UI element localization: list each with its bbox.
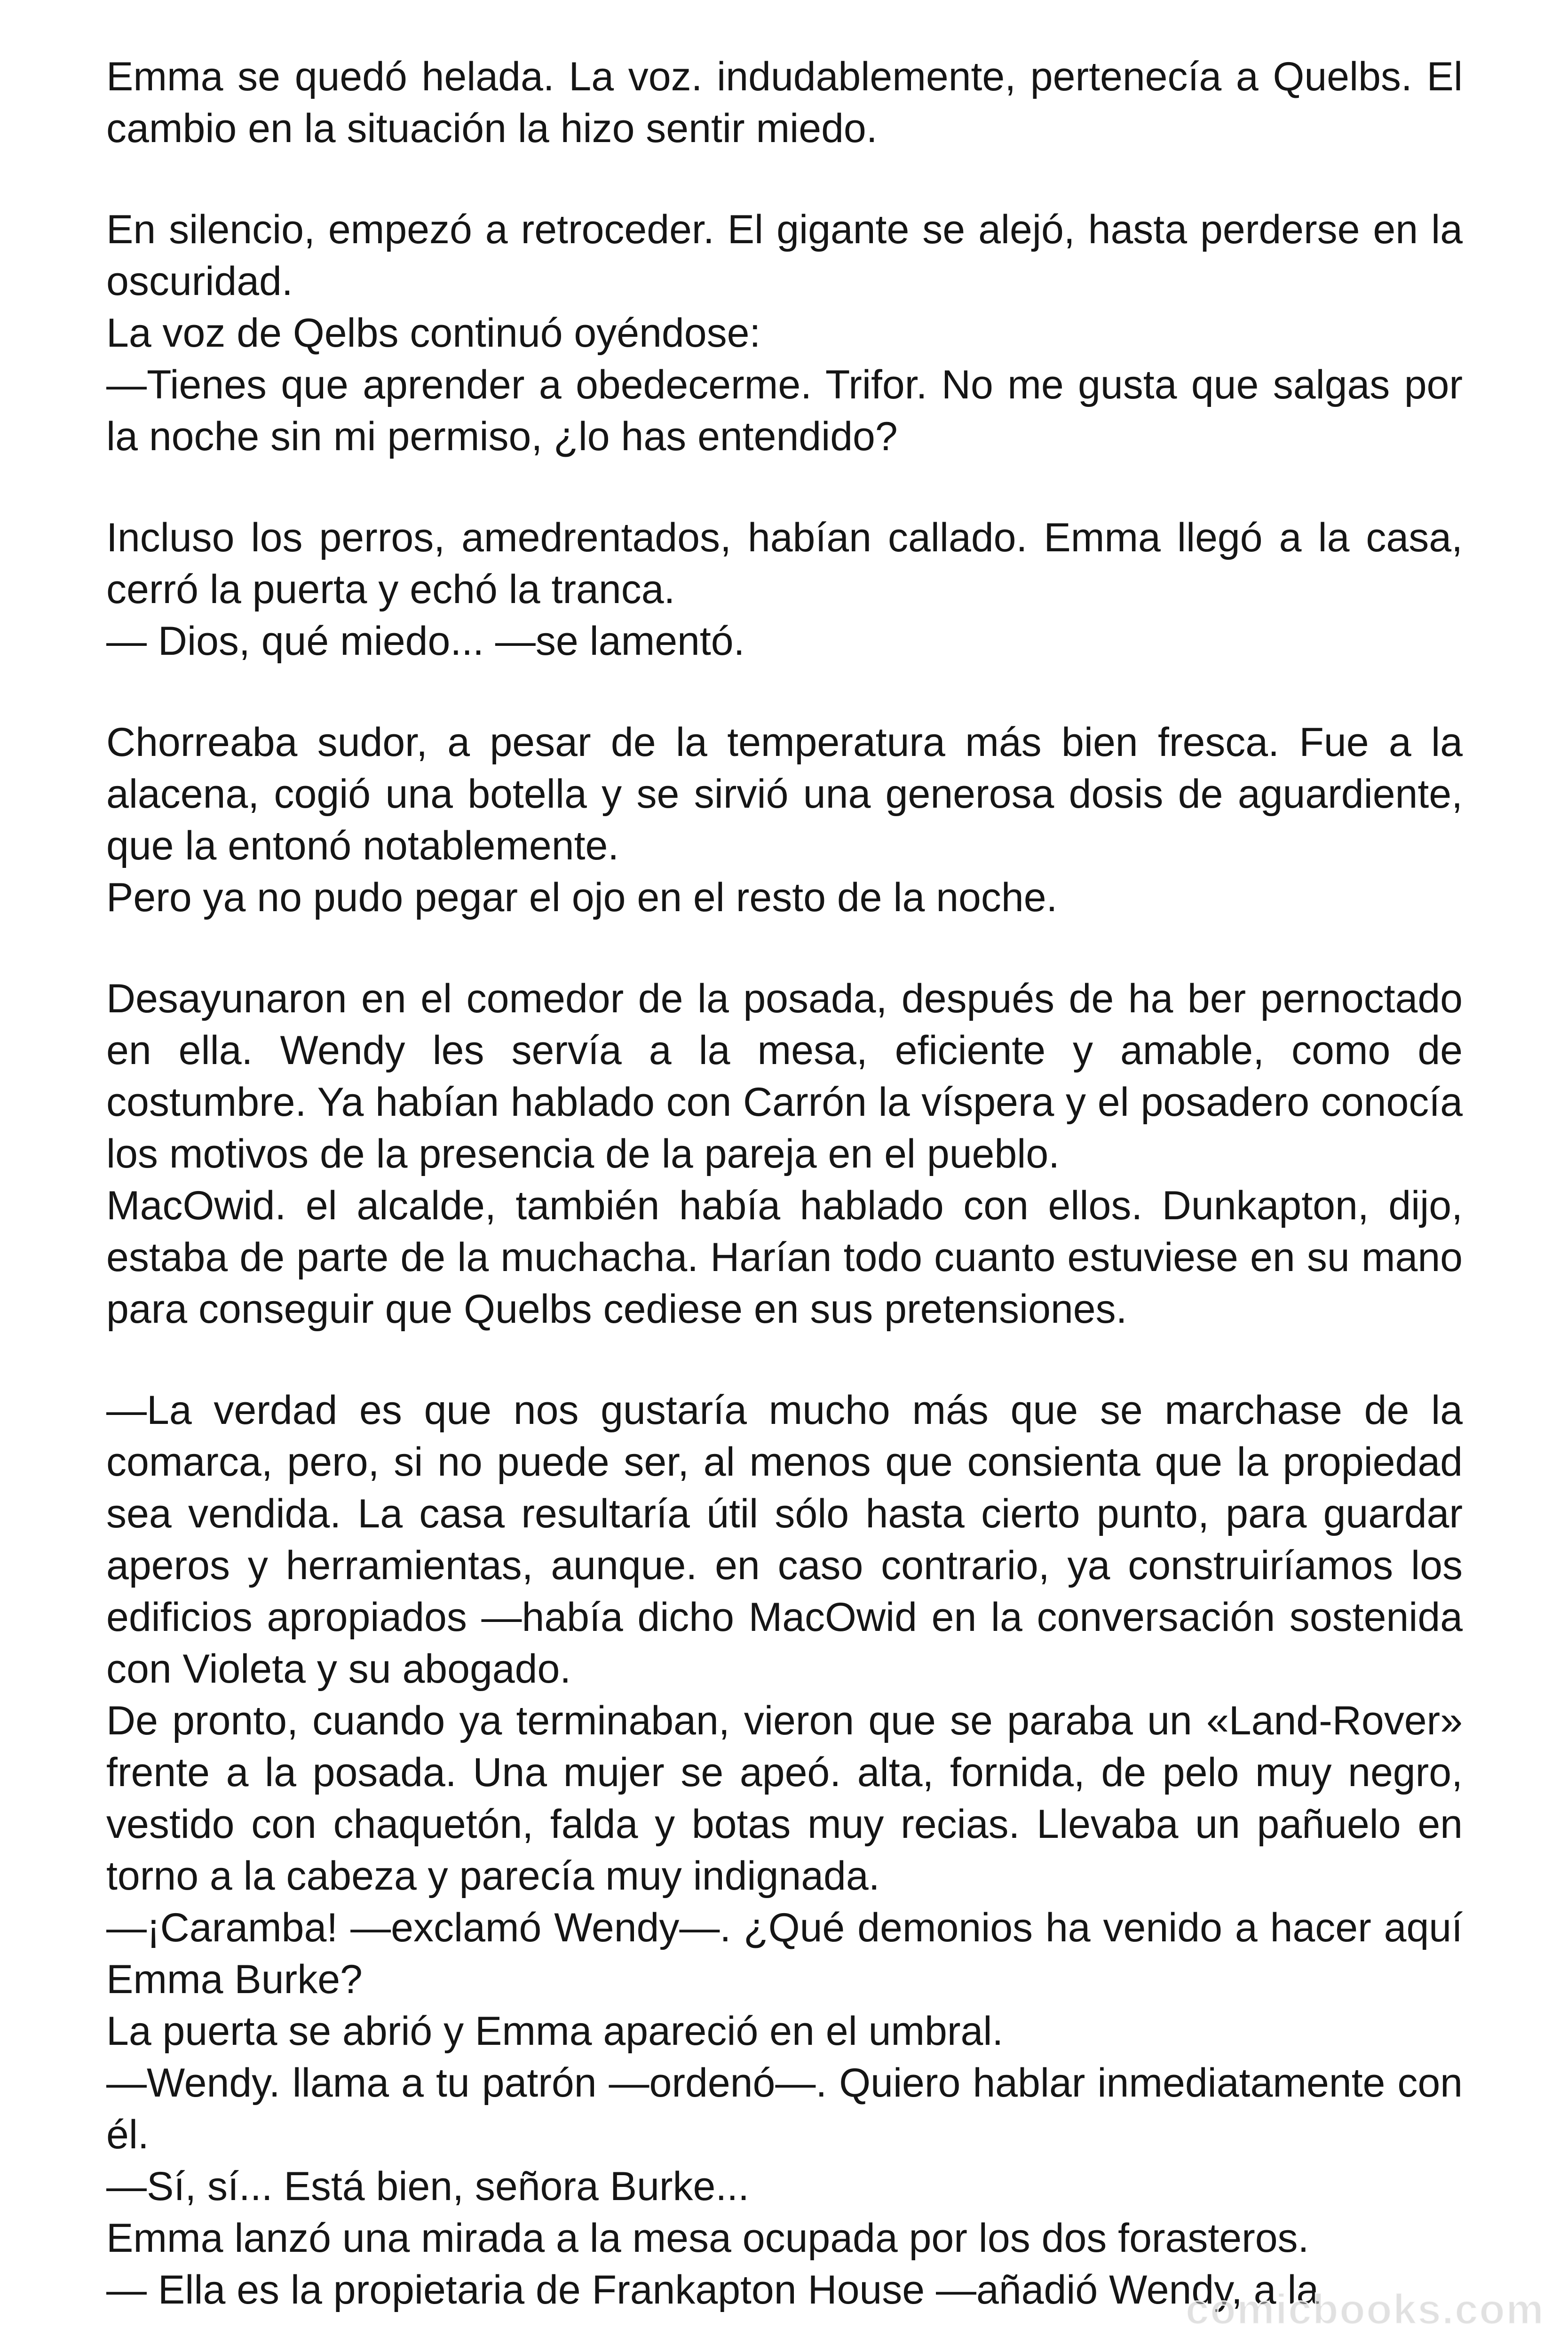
text-line: Incluso los perros, amedrentados, habían callado. Emma llegó a la casa, cerró la puerta y echó la tranca. bbox=[106, 515, 1463, 612]
text-line: Pero ya no pudo pegar el ojo en el resto de la noche. bbox=[106, 875, 1058, 920]
text-line: MacOwid. el alcalde, también había hablado con ellos. Dunkapton, dijo, estaba de parte de la muchacha. Harían todo cuanto estuviese en su mano para conseguir que Quelbs cediese en sus pretensiones. bbox=[106, 1183, 1463, 1332]
text-line: En silencio, empezó a retroceder. El gigante se alejó, hasta perderse en la oscuridad. bbox=[106, 207, 1463, 304]
text-line: —¡Caramba! —exclamó Wendy—. ¿Qué demonios ha venido a hacer aquí Emma Burke? bbox=[106, 1905, 1463, 2002]
text-line: Chorreaba sudor, a pesar de la temperatura más bien fresca. Fue a la alacena, cogió una botella y se sirvió una generosa dosis de aguardiente, que la entonó notablemente. bbox=[106, 720, 1463, 868]
paragraph bbox=[106, 51, 1463, 154]
text-line: Desayunaron en el comedor de la posada, después de ha ber pernoctado en ella. Wendy les servía a la mesa, eficiente y amable, como de costumbre. Ya habían hablado con Carrón la víspera y el posadero conocía los motivos de la presencia de la pareja en el pueblo. bbox=[106, 976, 1463, 1176]
text-line: La puerta se abrió y Emma apareció en el umbral. bbox=[106, 2009, 1004, 2054]
paragraph bbox=[106, 512, 1463, 667]
paragraph bbox=[106, 204, 1463, 462]
text-line: De pronto, cuando ya terminaban, vieron que se paraba un «Land-Rover» frente a la posada. Una mujer se apeó. alta, fornida, de pelo muy negro, vestido con chaquetón, falda y botas muy recias. Llevaba un pañuelo en torno a la cabeza y parecía muy indignada. bbox=[106, 1698, 1463, 1899]
text-line: Emma se quedó helada. La voz. indudablemente, pertenecía a Quelbs. El cambio en la situación la hizo sentir miedo. bbox=[106, 54, 1463, 151]
paragraph bbox=[106, 716, 1463, 923]
text-line: —Tienes que aprender a obedecerme. Trifor. No me gusta que salgas por la noche sin mi permiso, ¿lo has entendido? bbox=[106, 362, 1463, 459]
paragraph bbox=[106, 973, 1463, 1335]
text-line: — Ella es la propietaria de Frankapton House —añadió Wendy, a la bbox=[106, 2267, 1319, 2312]
paragraph bbox=[106, 1384, 1463, 2316]
text-line: La voz de Qelbs continuó oyéndose: bbox=[106, 310, 761, 356]
text-line: —Sí, sí... Está bien, señora Burke... bbox=[106, 2164, 750, 2209]
text-line: —La verdad es que nos gustaría mucho más que se marchase de la comarca, pero, si no puede ser, al menos que consienta que la propiedad sea vendida. La casa resultaría útil sólo hasta cierto punto, para guardar aperos y herramientas, aunque. en caso contrario, ya construiríamos los edificios apropiados —había dicho MacOwid en la conversación sostenida con Violeta y su abogado. bbox=[106, 1388, 1463, 1692]
text-line: —Wendy. llama a tu patrón —ordenó—. Quiero hablar inmediatamente con él. bbox=[106, 2060, 1463, 2157]
text-line: Emma lanzó una mirada a la mesa ocupada por los dos forasteros. bbox=[106, 2216, 1309, 2261]
site-watermark: comicbooks.com bbox=[1185, 2286, 1544, 2333]
page-text bbox=[106, 51, 1463, 2316]
text-line: — Dios, qué miedo... —se lamentó. bbox=[106, 619, 745, 664]
